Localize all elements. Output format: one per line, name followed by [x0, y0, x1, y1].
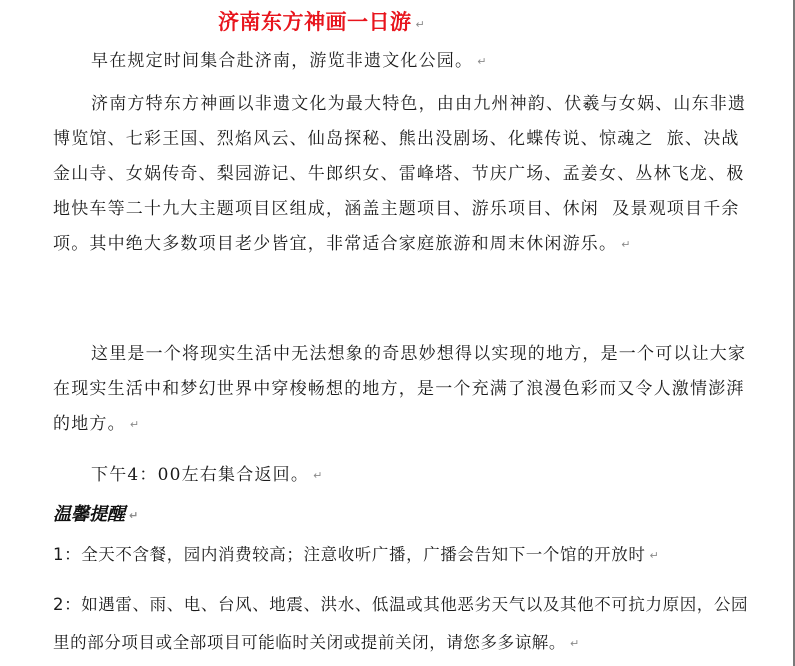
- tip-item-2: [53, 586, 753, 663]
- paragraph-2: [53, 87, 753, 262]
- paragraph-4: [53, 460, 753, 491]
- paragraph-mark-icon: ↵: [649, 549, 660, 562]
- paragraph-mark-icon: ↵: [415, 18, 425, 31]
- tips-heading: [53, 500, 138, 526]
- tip-item-1-text: 1：全天不含餐，园内消费较高；注意收听广播，广播会告知下一个馆的开放时: [53, 545, 646, 564]
- tip-item-1: [53, 540, 753, 571]
- paragraph-mark-icon: ↵: [621, 238, 632, 251]
- paragraph-4-text: 下午4：00左右集合返回。: [91, 465, 310, 485]
- paragraph-3-text: 这里是一个将现实生活中无法想象的奇思妙想得以实现的地方，是一个可以让大家在现实生活中和梦幻世界中穿梭畅想的地方，是一个充满了浪漫色彩而又令人激情澎湃的地方。: [53, 344, 747, 434]
- tip-item-2-text: 2：如遇雷、雨、电、台风、地震、洪水、低温或其他恶劣天气以及其他不可抗力原因，公园里的部分项目或全部项目可能临时关闭或提前关闭，请您多多谅解。: [53, 595, 749, 652]
- paragraph-1: [53, 46, 753, 77]
- paragraph-mark-icon: ↵: [570, 637, 580, 650]
- paragraph-mark-icon: ↵: [129, 509, 139, 522]
- paragraph-1-text: 早在规定时间集合赴济南，游览非遗文化公园。: [91, 51, 474, 71]
- paragraph-mark-icon: ↵: [129, 418, 141, 431]
- tips-heading-text: 温馨提醒: [53, 504, 125, 525]
- paragraph-mark-icon: ↵: [313, 469, 324, 482]
- paragraph-mark-icon: ↵: [477, 55, 488, 68]
- paragraph-2-text: 济南方特东方神画以非遗文化为最大特色，由由九州神韵、伏羲与女娲、山东非遗博览馆、七彩王国、烈焰风云、仙岛探秘、熊出没剧场、化蝶传说、惊魂之 旅、决战金山寺、女娲传奇、梨园游记、牛郎织女、雷峰塔、节庆广场、孟姜女、丛林飞龙、极地快车等二十九大主题项目区组成，涵盖主题项目、游乐项目、休闲 及景观项目千余项。其中绝大多数项目老少皆宜，非常适合家庭旅游和周末休闲游乐。: [53, 94, 747, 254]
- paragraph-3: [53, 337, 753, 442]
- document-title: 济南东方神画一日游: [218, 10, 412, 34]
- title-line: [218, 6, 425, 36]
